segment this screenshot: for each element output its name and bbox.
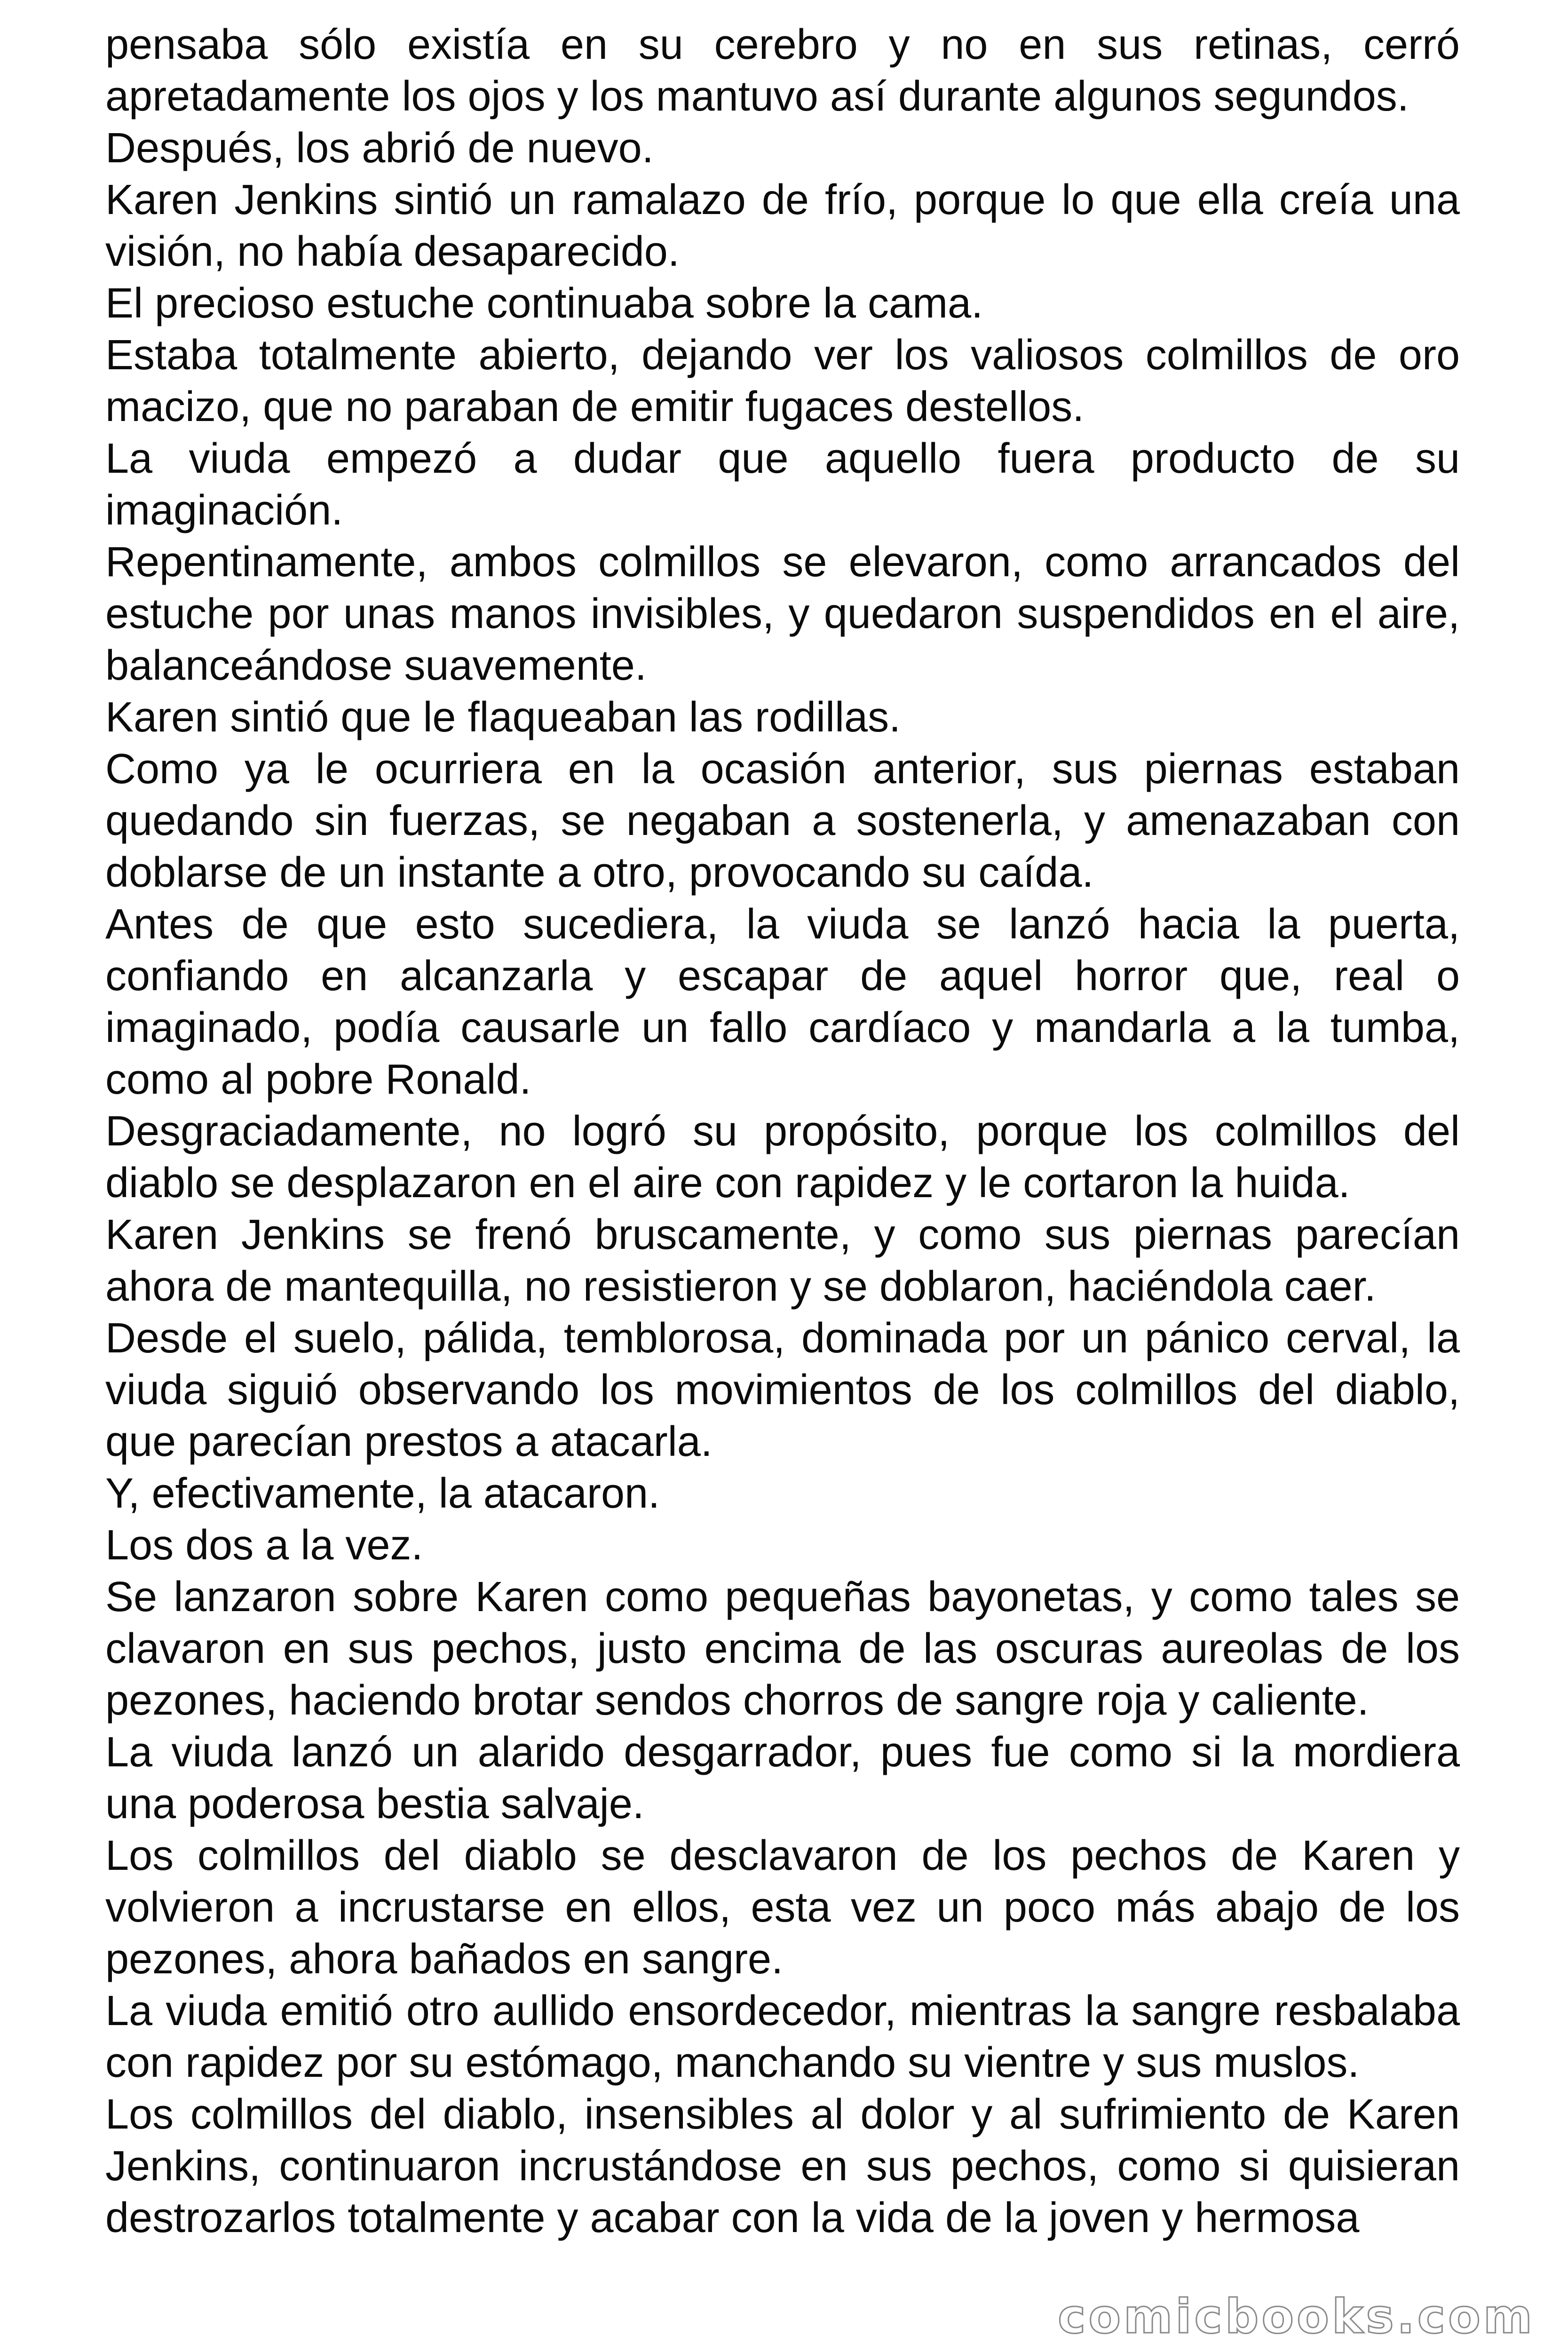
paragraph-20: Los colmillos del diablo, insensibles al dolor y al sufrimiento de Karen Jenkins, continuaron incrustándose en sus pechos, como si quisieran destrozarlos totalmente y acabar con la vida de la joven y hermosa [105,2091,1460,2241]
paragraph-15: Los dos a la vez. [105,1522,423,1569]
paragraph-6: La viuda empezó a dudar que aquello fuera producto de su imaginación. [105,435,1460,534]
paragraph-3: Karen Jenkins sintió un ramalazo de frío, porque lo que ella creía una visión, no había desaparecido. [105,176,1460,275]
document-page [105,19,1460,2244]
paragraph-7: Repentinamente, ambos colmillos se elevaron, como arrancados del estuche por unas manos invisibles, y quedaron suspendidos en el aire, balanceándose suavemente. [105,539,1460,689]
paragraph-11: Desgraciadamente, no logró su propósito, porque los colmillos del diablo se desplazaron en el aire con rapidez y le cortaron la huida. [105,1108,1460,1207]
paragraph-2: Después, los abrió de nuevo. [105,125,654,172]
paragraph-12: Karen Jenkins se frenó bruscamente, y como sus piernas parecían ahora de mantequilla, no resistieron y se doblaron, haciéndola caer. [105,1211,1460,1310]
paragraph-17: La viuda lanzó un alarido desgarrador, pues fue como si la mordiera una poderosa bestia salvaje. [105,1729,1460,1828]
paragraph-9: Como ya le ocurriera en la ocasión anterior, sus piernas estaban quedando sin fuerzas, se negaban a sostenerla, y amenazaban con doblarse de un instante a otro, provocando su caída. [105,746,1460,896]
paragraph-16: Se lanzaron sobre Karen como pequeñas bayonetas, y como tales se clavaron en sus pechos, justo encima de las oscuras aureolas de los pezones, haciendo brotar sendos chorros de sangre roja y caliente. [105,1573,1460,1724]
paragraph-1: pensaba sólo existía en su cerebro y no en sus retinas, cerró apretadamente los ojos y los mantuvo así durante algunos segundos. [105,21,1460,120]
paragraph-13: Desde el suelo, pálida, temblorosa, dominada por un pánico cerval, la viuda siguió observando los movimientos de los colmillos del diablo, que parecían prestos a atacarla. [105,1315,1460,1465]
paragraph-14: Y, efectivamente, la atacaron. [105,1470,660,1517]
paragraph-4: El precioso estuche continuaba sobre la cama. [105,280,983,327]
paragraph-18: Los colmillos del diablo se desclavaron de los pechos de Karen y volvieron a incrustarse en ellos, esta vez un poco más abajo de los pezones, ahora bañados en sangre. [105,1832,1460,1983]
paragraph-10: Antes de que esto sucediera, la viuda se lanzó hacia la puerta, confiando en alcanzarla y escapar de aquel horror que, real o imaginado, podía causarle un fallo cardíaco y mandarla a la tumba, como al pobre Ronald. [105,901,1460,1103]
watermark: comicbooks.com [1058,2289,1535,2344]
paragraph-19: La viuda emitió otro aullido ensordecedor, mientras la sangre resbalaba con rapidez por su estómago, manchando su vientre y sus muslos. [105,1987,1460,2086]
paragraph-5: Estaba totalmente abierto, dejando ver los valiosos colmillos de oro macizo, que no paraban de emitir fugaces destellos. [105,332,1460,430]
paragraph-8: Karen sintió que le flaqueaban las rodillas. [105,694,901,741]
